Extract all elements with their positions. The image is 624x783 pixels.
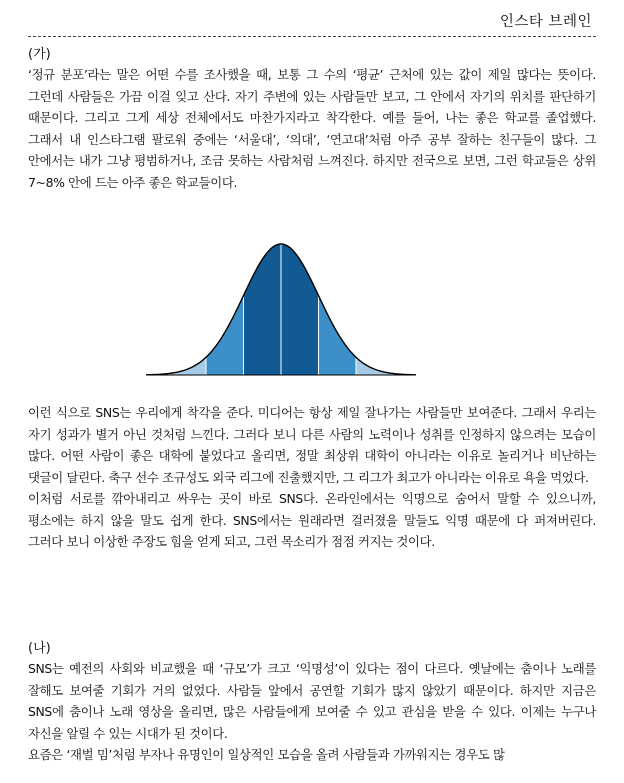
header-title: 인스타 브레인 [499,14,592,30]
section-a-paragraph-3: 이처럼 서로를 깎아내리고 싸우는 곳이 바로 SNS다. 온라인에서는 익명으로 숨어서 말할 수 있으니까, 평소에는 하지 않을 말도 쉽게 한다. SNS에서는 원래라면 걸러졌을 말들도 익명 때문에 다 퍼져버린다. 그러다 보니 이상한 주장도 힘을 얻게 되고, 그런 목소리가 점점 커지는 것이다. [28,491,596,549]
section-b-paragraph-1: SNS는 예전의 사회와 비교했을 때 ‘규모’가 크고 ‘익명성’이 있다는 점이 다르다. 옛날에는 춤이나 노래를 잘해도 보여줄 기회가 거의 없었다. 사람들 앞에서 공연할 기회가 많지 않았기 때문이다. 하지만 지금은 SNS에 춤이나 노래 영상을 올리면, 많은 사람들에게 보여줄 수 있고 관심을 받을 수 있다. 이제는 누구나 자신을 알릴 수 있는 시대가 된 것이다. [28,661,596,741]
distribution-band-3 [244,244,282,375]
section-b-paragraph-2: 요즘은 ‘재벌 밈’처럼 부자나 유명인이 일상적인 모습을 올려 사람들과 가까워지는 경우도 많 [28,747,505,762]
section-a-paragraph-2: 이런 식으로 SNS는 우리에게 착각을 준다. 미디어는 항상 제일 잘나가는 사람들만 보여준다. 그래서 우리는 자기 성과가 별거 아닌 것처럼 느낀다. 그러다 보니 다른 사람의 노력이나 성취를 인정하지 않으려는 모습이 많다. 어떤 사람이 좋은 대학에 붙었다고 올리면, 정말 최상위 대학이 아니라는 이유로 놀리거나 비난하는 댓글이 달린다. 축구 선수 조규성도 외국 리그에 진출했지만, 그 리그가 최고가 아니라는 이유로 욕을 먹었다. [28,405,596,485]
section-a-paragraph-1: ‘정규 분포’라는 말은 어떤 수를 조사했을 때, 보통 그 수의 ‘평균’ 근처에 있는 값이 제일 많다는 뜻이다. 그런데 사람들은 가끔 이걸 잊고 산다. 자기 주변에 있는 사람들만 보고, 그 안에서 자기의 위치를 판단하기 때문이다. 그리고 그게 세상 전체에서도 마찬가지라고 착각한다. 예를 들어, 나는 좋은 학교를 졸업했다. 그래서 내 인스타그램 팔로워 중에는 ‘서울대’, ‘의대’, ‘연고대’처럼 아주 공부 잘하는 친구들이 많다. 그 안에서는 내가 그냥 평범하거나, 조금 못하는 사람처럼 느껴진다. 하지만 전국으로 보면, 그런 학교들은 상위 7~8% 안에 드는 아주 좋은 학교들이다. [28,67,596,190]
section-a-continued [28,402,596,553]
distribution-band-4 [281,244,319,375]
normal-distribution-figure [146,238,416,378]
section-b-label: (나) [28,641,51,656]
header-divider [28,36,596,37]
section-a [28,46,596,193]
section-b [28,640,596,766]
section-a-label: (가) [28,47,51,62]
